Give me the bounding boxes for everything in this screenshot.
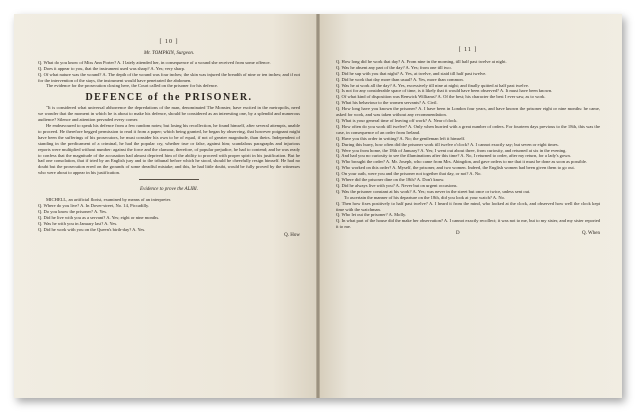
section-rule	[139, 179, 199, 180]
defence-paragraph: He endeavoured to speak his defence from a few random notes; but losing his recollection, he found himself, after several attempts, unable to proceed. He therefore begged permission to read it from a paper; which being granted, he began by observing, that however poignant might have been the sufferings of his prosecutors, he must consider his own to be of equal, if not of greater magnitude, than theirs. Independent of standing in the predicament of a criminal, he had the popular cry, whether true or false, against him; scandalous paragraphs and injurious reports were multiplied without number: against the force and the clamour, therefore, of popular prejudice, he had to contend; and he was ready to confess that the magnitude of the accusation had almost deprived him of the ability to proceed with proper spirit in his justification. But he had one consolation, that if tried by an English jury and to the tribunal before which he stood, should be cheerfully resign himself. He had no doubt but the prosecution erred on the grounds of some dreadful mistake; and this, he had little doubt, would be fully proved by the witnesses who were about to appear in his justification.	[38, 122, 300, 176]
qa-line: Q. Did he work with you on the Queen's birth-day? A. Yes.	[38, 226, 146, 232]
catchword-left: Q. How	[284, 233, 300, 239]
qa-line: Q. Who let out the prisoner? A. Molly.	[336, 212, 407, 218]
qa-line: Q. Of what nature was the wound? A. The depth of the wound was four inches; the skin was injured the breadth of nine or ten inches; and if not for the intervention of the stays, the instrument would have penetrated the abdomen.	[38, 71, 300, 83]
defence-title: DEFENCE of the PRISONER.	[85, 92, 253, 104]
qa-line: Q. Did he work that day more than usual? A. Yes, more than common.	[336, 76, 464, 82]
qa-line: Q. Is not for any considerable space of time, is it likely that it would have been observed? A. It must have been known.	[336, 88, 553, 94]
catchword-right: Q. When	[582, 231, 600, 237]
qa-line: Q. Was he at work all the day? A. Yes, excessively till nine at night; and finally quitted at half past twelve.	[336, 82, 530, 88]
book-gutter	[316, 14, 320, 398]
qa-line: Q. Does it appear to you, that the instrument used was sharp? A. Yes; very sharp.	[38, 65, 185, 71]
qa-line: Q. How often do you work till twelve? A. Only when hurried with a great number of orders. For fourteen days previous to the 18th, this was the case, in consequence of an order from Ireland.	[336, 123, 600, 135]
qa-line: Q. Was he absent any part of the day? A. Yes; from one till two.	[336, 64, 452, 70]
court-note: The evidence for the prosecution closing here, the Court called on the prisoner for his defence.	[46, 83, 219, 89]
page-footer	[336, 231, 600, 237]
page-number-left: [ 10 ]	[159, 39, 179, 45]
qa-line: Q. On your oath, were you and the prisoner not together that day, or not? A. No.	[336, 171, 482, 177]
evidence-heading: Evidence to prove the ALIBI.	[140, 187, 198, 193]
qa-line: To ascertain the manner of his departure on the 18th, did you look at your watch? A. No.	[344, 194, 506, 200]
qa-line: Q. Was he with you in January last? A. Yes.	[38, 220, 118, 226]
left-page	[14, 14, 318, 398]
qa-line: Q. Did he live with you as a servant? A. Yes; eight or nine months.	[38, 214, 160, 220]
qa-line: Q. Where did the prisoner dine on the 18th? A. Don't know.	[336, 177, 445, 183]
qa-line: Q. Were you from home, the 18th of January? A. Yes; I went out about three, from curiosity, and returned at six in the evening.	[336, 147, 567, 153]
qa-line: Q. What is your general time of leaving off work? A. Near o'clock.	[336, 117, 458, 123]
qa-line: Q. What his behaviour to the women servants? A. Civil.	[336, 100, 438, 106]
qa-line: Q. Do you know the prisoner? A. Yes.	[38, 208, 108, 214]
open-book	[14, 14, 622, 398]
qa-line: Q. What do you know of Miss Ann Porter? A. I lately attended her, in consequence of a wound she received from some offence.	[38, 59, 271, 65]
defence-paragraph: "It is considered what universal abhorrence the depredations of the man, denominated The Monster, have excited in the metropolis, need we wonder that the moment in which he is about to make his defence, should be considered as an interesting one, by a splendid and numerous audience? Silence and attention pervaded every corner.	[38, 105, 300, 123]
qa-line: Q. Have you this order in writing? A. No; the gentleman left it himself.	[336, 135, 466, 141]
qa-line: Q. Of what kind of disposition was Renwick Williams? A. Of the best; his character the best I ever saw, as to work.	[336, 94, 546, 100]
qa-line: Q. Who brought the order? A. Mr. Joseph, who came from Mrs. Abingdon, and gave orders to me that it must be done as soon as possible.	[336, 159, 588, 165]
witness-intro: MICHELL, an artificial florist, examined by means of an interpreter.	[46, 197, 171, 203]
signature-mark: D	[456, 231, 460, 237]
qa-line: Q. Did he always live with you? A. Never but on urgent occasions.	[336, 182, 458, 188]
qa-line: Q. In what part of the house did the make her observation? A. I cannot exactly recollect; it was not to me, but to my sister, and my sister reported it to me.	[336, 218, 600, 230]
qa-line: Q. How long have you known the prisoner? A. I have been in London four years, and have known the prisoner eight or nine months: he came, asked for work, and was taken without any recommendation.	[336, 106, 600, 118]
witness-heading: Mr. TOMPKIN, Surgeon.	[143, 50, 195, 56]
qa-line: Q. Who worked on this order? A. Myself, the prisoner, and two women. Indeed, the English women had been given them to go out.	[336, 165, 575, 171]
page-number-right: [ 11 ]	[458, 47, 478, 53]
qa-line: Q. And had you no curiosity to see the illuminations after this time? A. No, I returned to order, after my return, for a lady's gown.	[336, 153, 571, 159]
qa-line: Q. Where do you live? A. In Dover-street, No. 14, Piccadilly.	[38, 202, 150, 208]
right-page	[318, 14, 622, 398]
qa-line: Q. How long did he work that day? A. From nine in the morning, till half past twelve at night.	[336, 58, 507, 64]
qa-line: Q. During this hurry, how often did the prisoner work till twelve o'clock? A. I cannot exactly say; but seven or eight times.	[336, 141, 559, 147]
qa-line: Q. Was the prisoner constant at his work? A. Yes; was never in the street but once or twice, unless sent out.	[336, 188, 531, 194]
qa-line: Q. Then how fixes positively to half past twelve? A. I heard it from the mind, who looked at the clock, and observed how well the clock kept time with the watchman.	[336, 200, 600, 212]
qa-line: Q. Did he sup with you that night? A. Yes, at twelve, and staid till half past twelve.	[336, 70, 487, 76]
